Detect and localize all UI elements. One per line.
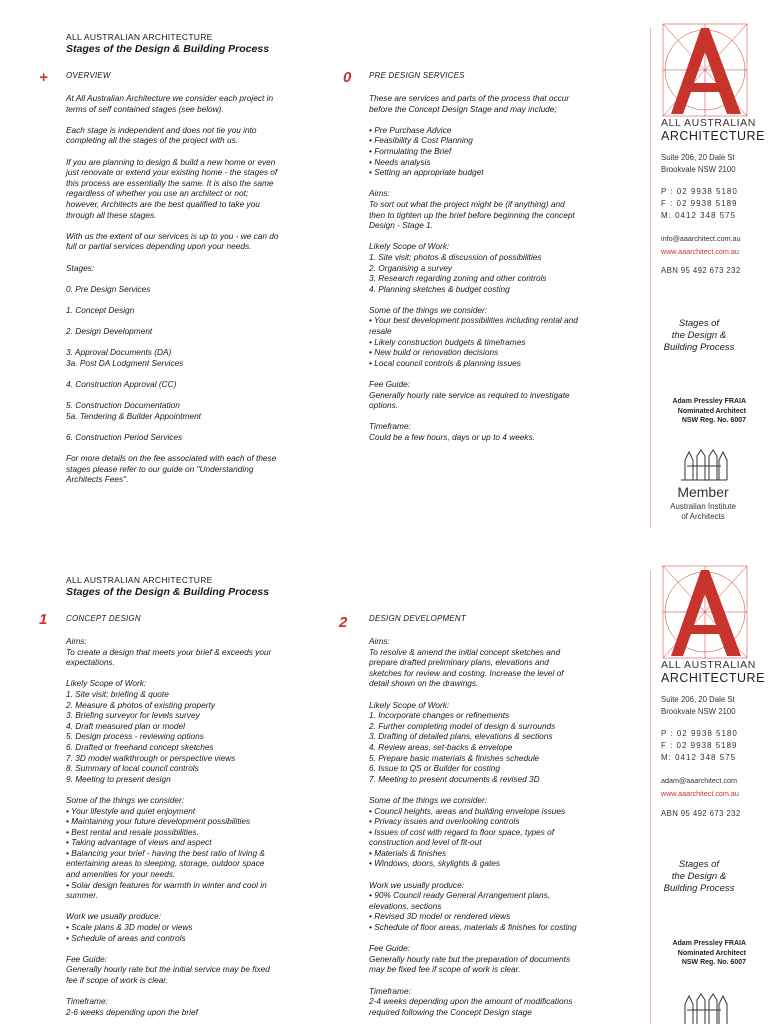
text-line: may be fixed fee if scope of work is clear. <box>369 964 521 975</box>
line-gap <box>369 689 635 700</box>
text-line: Some of the things we consider: <box>369 304 488 315</box>
text-line: • Local council controls & planning issues <box>369 357 521 368</box>
text-line: • Likely construction budgets & timeframes <box>369 336 526 347</box>
institute-figures-icon <box>679 446 729 482</box>
text-line: 2. Further completing model of design & surrounds <box>369 720 556 731</box>
text-line: prepare drafted preliminary plans, elevations and <box>369 657 549 668</box>
line-gap <box>369 178 631 189</box>
text-line: Aims: <box>369 636 390 646</box>
stage-caption <box>650 859 748 895</box>
architect-title: Nominated Architect <box>677 407 746 415</box>
text-line: • Schedule of areas and controls <box>66 932 186 943</box>
text-line: • Taking advantage of views and aspect <box>66 837 212 848</box>
text-line: Fee Guide: <box>369 379 411 390</box>
line-gap <box>66 943 328 954</box>
architect-name: Adam Pressley FRAIA <box>672 940 746 947</box>
text-line: • Your best development possibilities including rental and <box>369 315 578 326</box>
member-line2: of Architects <box>681 512 725 521</box>
architect-credit <box>640 939 746 968</box>
text-line: and amenities for your needs. <box>66 869 176 880</box>
text-line: stages please refer to our guide on "Understanding <box>66 463 254 474</box>
phone: P : 02 9938 5180 <box>661 729 738 738</box>
pre-design-body <box>369 93 631 443</box>
line-gap <box>66 252 328 263</box>
text-line: 4. Planning sketches & budget costing <box>369 283 510 294</box>
text-line: 2. Design Development <box>66 326 153 337</box>
text-line: Could be a few hours, days or up to 4 weeks. <box>369 432 536 442</box>
text-line: Architects Fees". <box>66 474 129 485</box>
text-line: To resolve & amend the initial concept sketches and <box>369 646 561 657</box>
text-line: • Your lifestyle and quiet enjoyment <box>66 805 196 816</box>
text-line: Fee Guide: <box>66 953 108 964</box>
text-line: then to tighten up the brief before beginning the concept <box>369 209 575 220</box>
text-line: required following the Concept Design stage <box>369 1006 532 1017</box>
text-line: 7. Meeting to present documents & revised 3D <box>369 773 540 784</box>
stage-caption-line2: the Design & <box>671 871 727 882</box>
text-line: Fee Guide: <box>369 943 411 954</box>
text-line: Timeframe: <box>369 985 411 996</box>
text-line: 3. Research regarding zoning and other controls <box>369 273 547 284</box>
logo-mark <box>661 564 749 660</box>
text-line: Likely Scope of Work: <box>369 699 450 710</box>
text-line: • Scale plans & 3D model or views <box>66 922 193 933</box>
text-line: 3. Drafting of detailed plans, elevations & sections <box>369 731 553 742</box>
line-gap <box>66 220 328 231</box>
line-gap <box>66 315 328 326</box>
header-brand: ALL AUSTRALIAN ARCHITECTURE <box>66 575 213 585</box>
text-line: 3a. Post DA Lodgment Services <box>66 357 184 368</box>
text-line: Generally hourly rate service as required to investigate <box>369 389 570 400</box>
text-line: Stages: <box>66 262 95 273</box>
address-line2: Brookvale NSW 2100 <box>661 707 736 716</box>
text-line: 5. Prepare basic materials & finishes schedule <box>369 752 540 763</box>
text-line: These are services and parts of the process that occur <box>369 93 570 103</box>
text-line: Some of the things we consider: <box>369 794 488 805</box>
line-gap <box>66 443 328 454</box>
text-line: • Privacy issues and overlooking controls <box>369 816 520 827</box>
logo-a-icon <box>661 564 749 660</box>
line-gap <box>369 114 631 125</box>
text-line: 6. Issue to QS or Builder for costing <box>369 763 500 774</box>
text-line: 6. Drafted or freehand concept sketches <box>66 741 214 752</box>
text-line: • Solar design features for warmth in winter and cool in <box>66 879 267 890</box>
design-development-body <box>369 636 635 1017</box>
email-link[interactable]: info@aaarchitect.com.au <box>661 234 741 243</box>
line-gap <box>66 421 328 432</box>
sidebar-rule <box>650 28 651 528</box>
member-word: Member <box>677 484 729 500</box>
text-line: 6. Construction Period Services <box>66 432 183 442</box>
text-line: through all these stages. <box>66 209 157 220</box>
text-line: 3. Approval Documents (DA) <box>66 347 172 358</box>
text-line: 8. Summary of local council controls <box>66 763 199 774</box>
text-line: 3. Briefing surveyor for levels survey <box>66 710 200 721</box>
text-line: 0. Pre Design Services <box>66 283 151 294</box>
text-line: Each stage is independent and does not tie you into <box>66 124 257 135</box>
section-title: PRE DESIGN SERVICES <box>369 71 465 80</box>
text-line: If you are planning to design & build a new home or even <box>66 156 276 167</box>
line-gap <box>66 390 328 401</box>
section-marker: + <box>39 69 48 86</box>
line-gap <box>66 337 328 348</box>
text-line: For more details on the fee associated with each of these <box>66 453 277 464</box>
line-gap <box>66 986 328 997</box>
text-line: • Pre Purchase Advice <box>369 124 452 135</box>
architect-credit <box>640 397 746 426</box>
section-marker: 1 <box>39 611 48 628</box>
line-gap <box>66 146 328 157</box>
text-line: however, Architects are the best qualified to take you <box>66 198 260 209</box>
stage-caption-line3: Building Process <box>663 342 735 353</box>
text-line: full or partial services depending upon your needs. <box>66 241 252 252</box>
text-line: just renovate or extend your existing home - the stages of <box>66 167 278 178</box>
text-line: Aims: <box>369 188 390 199</box>
text-line: before the Concept Design Stage and may include; <box>369 103 557 114</box>
address-line1: Suite 206, 20 Dale St <box>661 153 735 162</box>
header-title: Stages of the Design & Building Process <box>66 43 270 55</box>
text-line: • Windows, doors, skylights & gates <box>369 858 501 869</box>
line-gap <box>66 273 328 284</box>
line-gap <box>66 114 328 125</box>
text-line: To sort out what the project might be (if anything) and <box>369 198 565 209</box>
text-line: Work we usually produce: <box>369 879 464 890</box>
abn: ABN 95 492 673 232 <box>661 809 741 818</box>
text-line: • Schedule of floor areas, materials & finishes for costing <box>369 922 577 933</box>
text-line: Some of the things we consider: <box>66 794 185 805</box>
mobile: M: 0412 348 575 <box>661 753 737 762</box>
text-line: elevations, sections <box>369 900 442 911</box>
abn: ABN 95 492 673 232 <box>661 266 741 275</box>
line-gap <box>369 231 631 242</box>
institute-logo <box>679 446 729 482</box>
section-marker: 0 <box>343 69 352 86</box>
text-line: Design - Stage 1. <box>369 220 434 231</box>
text-line: Timeframe: <box>66 996 108 1007</box>
address-line1: Suite 206, 20 Dale St <box>661 695 735 704</box>
line-gap <box>369 368 631 379</box>
section-title: DESIGN DEVELOPMENT <box>369 614 466 623</box>
text-line: • Issues of cost with regard to floor space, types of <box>369 826 555 837</box>
text-line: resale <box>369 326 392 337</box>
header-brand: ALL AUSTRALIAN ARCHITECTURE <box>66 32 213 42</box>
text-line: 2. Organising a survey <box>369 262 453 273</box>
text-line: entertaining areas to sleeping, storage, outdoor space <box>66 858 265 869</box>
text-line: fee if scope of work is clear. <box>66 975 169 985</box>
text-line: 4. Draft measured plan or model <box>66 720 185 731</box>
text-line: • 90% Council ready General Arrangement plans, <box>369 890 551 901</box>
stage-caption <box>650 318 748 354</box>
line-gap <box>369 933 635 944</box>
line-gap <box>66 901 328 912</box>
architect-reg: NSW Reg. No. 6007 <box>681 417 746 424</box>
text-line: Likely Scope of Work: <box>369 241 450 252</box>
text-line: 2-4 weeks depending upon the amount of modifications <box>369 996 573 1007</box>
text-line: construction and level of fit-out <box>369 837 482 848</box>
text-line: Generally hourly rate but the preparation of documents <box>369 953 571 964</box>
text-line: Timeframe: <box>369 421 411 432</box>
firm-name-line2: ARCHITECTURE <box>661 129 765 143</box>
text-line: terms of self contained stages (see below). <box>66 103 224 114</box>
email-link[interactable]: adam@aaarchitect.com <box>661 776 738 785</box>
logo-mark <box>661 22 749 118</box>
text-line: 9. Meeting to present design <box>66 773 171 784</box>
text-line: 4. Review areas, set-backs & envelope <box>369 741 513 752</box>
text-line: With us the extent of our services is up to you - we can do <box>66 230 279 241</box>
text-line: Generally hourly rate but the initial service may be fixed <box>66 964 270 975</box>
text-line: regardless of whether you use an architect or not; <box>66 188 249 199</box>
text-line: • New build or renovation decisions <box>369 347 499 358</box>
institute-figures-icon <box>679 990 729 1024</box>
text-line: summer. <box>66 890 98 901</box>
mobile: M: 0412 348 575 <box>661 211 737 220</box>
text-line: To create a design that meets your brief & exceeds your <box>66 646 272 657</box>
text-line: 5. Construction Documentation <box>66 400 180 411</box>
text-line: • Needs analysis <box>369 156 431 167</box>
text-line: • Council heights, areas and building envelope issues <box>369 805 566 816</box>
member-line1: Australian Institute <box>670 502 736 511</box>
text-line: detail shown on the drawings. <box>369 678 479 689</box>
line-gap <box>369 294 631 305</box>
fax: F : 02 9938 5189 <box>661 199 738 208</box>
text-line: Work we usually produce: <box>66 911 161 922</box>
line-gap <box>66 668 328 679</box>
architect-title: Nominated Architect <box>677 949 746 957</box>
stage-caption-line3: Building Process <box>663 883 735 894</box>
overview-body <box>66 93 328 485</box>
firm-name-line1: ALL AUSTRALIAN <box>661 659 756 671</box>
text-line: 2-6 weeks depending upon the brief <box>66 1006 198 1017</box>
text-line: • Setting an appropriate budget <box>369 167 484 178</box>
text-line: 1. Site visit; briefing & quote <box>66 688 169 699</box>
text-line: • Maintaining your future development possibilities <box>66 816 251 827</box>
line-gap <box>66 784 328 795</box>
website-link[interactable]: www.aaarchitect.com.au <box>661 247 739 256</box>
line-gap <box>369 411 631 422</box>
text-line: • Revised 3D model or rendered views <box>369 911 511 922</box>
text-line: • Feasibility & Cost Planning <box>369 135 473 146</box>
line-gap <box>369 869 635 880</box>
line-gap <box>369 975 635 986</box>
phone: P : 02 9938 5180 <box>661 187 738 196</box>
stage-caption-line1: Stages of <box>678 318 720 329</box>
text-line: • Best rental and resale possibilities. <box>66 826 199 837</box>
line-gap <box>66 368 328 379</box>
text-line: 2. Measure & photos of existing property <box>66 699 215 710</box>
text-line: Aims: <box>66 636 87 646</box>
text-line: At All Australian Architecture we consider each project in <box>66 93 274 103</box>
architect-name: Adam Pressley FRAIA <box>672 398 746 405</box>
concept-design-body <box>66 636 328 1017</box>
header-title: Stages of the Design & Building Process <box>66 586 270 598</box>
firm-name-line2: ARCHITECTURE <box>661 671 765 685</box>
text-line: • Materials & finishes <box>369 847 447 858</box>
logo-a-icon <box>661 22 749 118</box>
text-line: • Balancing your brief - having the best ratio of living & <box>66 847 265 858</box>
architect-reg: NSW Reg. No. 6007 <box>681 959 746 966</box>
section-marker: 2 <box>339 614 348 631</box>
text-line: options. <box>369 400 399 411</box>
text-line: 7. 3D model walkthrough or perspective views <box>66 752 236 763</box>
section-title: CONCEPT DESIGN <box>66 614 141 623</box>
text-line: sketches for review and costing. Increase the level of <box>369 667 564 678</box>
line-gap <box>369 784 635 795</box>
address-line2: Brookvale NSW 2100 <box>661 165 736 174</box>
text-line: this process are essentially the same. It is also the same <box>66 177 274 188</box>
stage-caption-line1: Stages of <box>678 859 720 870</box>
text-line: expectations. <box>66 657 115 668</box>
firm-name-line1: ALL AUSTRALIAN <box>661 117 756 129</box>
stage-caption-line2: the Design & <box>671 330 727 341</box>
text-line: 1. Site visit; photos & discussion of possibilities <box>369 251 542 262</box>
line-gap <box>66 294 328 305</box>
section-title: OVERVIEW <box>66 71 111 80</box>
text-line: completing all the stages of the project with us. <box>66 135 239 146</box>
text-line: 5a. Tendering & Builder Appointment <box>66 410 201 421</box>
website-link[interactable]: www.aaarchitect.com.au <box>661 789 739 798</box>
text-line: 4. Construction Approval (CC) <box>66 379 177 390</box>
text-line: 1. Incorporate changes or refinements <box>369 710 510 721</box>
fax: F : 02 9938 5189 <box>661 741 738 750</box>
text-line: Likely Scope of Work: <box>66 678 147 689</box>
text-line: 5. Design process - reviewing options <box>66 731 204 742</box>
text-line: • Formulating the Brief <box>369 145 452 156</box>
institute-logo <box>679 990 729 1024</box>
text-line: 1. Concept Design <box>66 304 135 315</box>
